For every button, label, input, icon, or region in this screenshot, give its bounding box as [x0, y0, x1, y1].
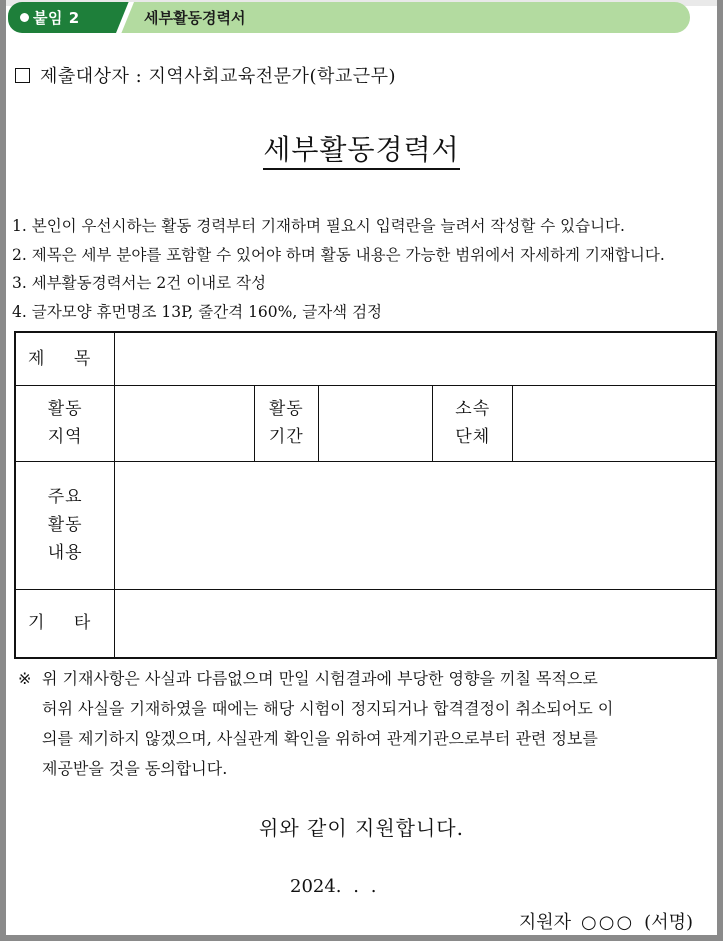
bullet-dot-icon	[20, 13, 29, 22]
instruction-item: 3. 세부활동경력서는 2건 이내로 작성	[12, 274, 266, 292]
notice-line: 제공받을 것을 동의합니다.	[42, 759, 228, 778]
region-label-line: 활동	[47, 399, 83, 419]
page-title	[0, 128, 723, 168]
subject-field[interactable]	[115, 332, 716, 385]
notice-text: 위 기재사항은 사실과 다름없으며 만일 시험결과에 부당한 영향을 끼칠 목적으로	[42, 669, 598, 688]
apply-statement: 위와 같이 지원합니다.	[259, 816, 464, 840]
instruction-item: 2. 제목은 세부 분야를 포함할 수 있어야 하며 활동 내용은 가능한 범위에서 자세하게 기재합니다.	[12, 245, 665, 264]
period-field[interactable]	[318, 385, 433, 461]
checkbox-icon	[15, 68, 30, 83]
applicant-signature	[519, 908, 693, 934]
content-label-line: 주요	[47, 487, 83, 507]
content-field[interactable]	[115, 461, 716, 589]
instruction-item: 1. 본인이 우선시하는 활동 경력부터 기재하며 필요시 입력란을 늘려서 작성할 수 있습니다.	[12, 217, 625, 235]
consent-notice	[18, 664, 698, 784]
etc-field[interactable]	[115, 589, 716, 658]
page-title-text: 세부활동경력서	[263, 133, 459, 170]
etc-label-text: 기 타	[28, 613, 103, 634]
subject-label-text: 제 목	[28, 348, 103, 369]
applicant-label: 지원자	[518, 912, 572, 933]
frame-bottom	[0, 935, 723, 941]
org-label-line: 단체	[455, 427, 491, 447]
period-label-line: 기간	[268, 427, 304, 447]
target-line	[15, 62, 396, 88]
instruction-item: 4. 글자모양 휴먼명조 13P, 줄간격 160%, 글자색 검정	[12, 302, 383, 321]
org-label	[433, 385, 513, 461]
attachment-label	[20, 7, 80, 28]
instructions	[12, 212, 712, 326]
notice-line	[18, 664, 698, 694]
period-label-line: 활동	[268, 399, 304, 419]
signature-field[interactable]: (서명)	[644, 912, 693, 933]
content-label-line: 활동	[47, 515, 83, 535]
etc-label	[15, 589, 115, 658]
region-label	[15, 385, 115, 461]
reference-mark-icon: ※	[18, 669, 32, 688]
notice-line: 의를 제기하지 않겠으며, 사실관계 확인을 위하여 관계기관으로부터 관련 정보를	[42, 729, 598, 748]
notice-line: 허위 사실을 기재하였을 때에는 해당 시험이 정지되거나 합격결정이 취소되어도 이	[42, 699, 614, 718]
region-field[interactable]	[115, 385, 255, 461]
region-label-line: 지역	[47, 427, 83, 447]
content-label	[15, 461, 115, 589]
org-label-line: 소속	[455, 399, 491, 419]
period-label	[254, 385, 318, 461]
content-label-line: 내용	[47, 543, 83, 563]
org-field[interactable]	[513, 385, 716, 461]
target-text: 제출대상자 : 지역사회교육전문가(학교근무)	[40, 66, 397, 87]
date-line: 2024. . .	[290, 876, 377, 897]
activity-form-table	[14, 331, 717, 659]
attachment-label-text: 붙임 2	[33, 9, 80, 27]
banner-title: 세부활동경력서	[144, 9, 246, 27]
header-banner	[8, 2, 690, 33]
applicant-name[interactable]: ○○○	[581, 912, 635, 933]
subject-label	[15, 332, 115, 385]
